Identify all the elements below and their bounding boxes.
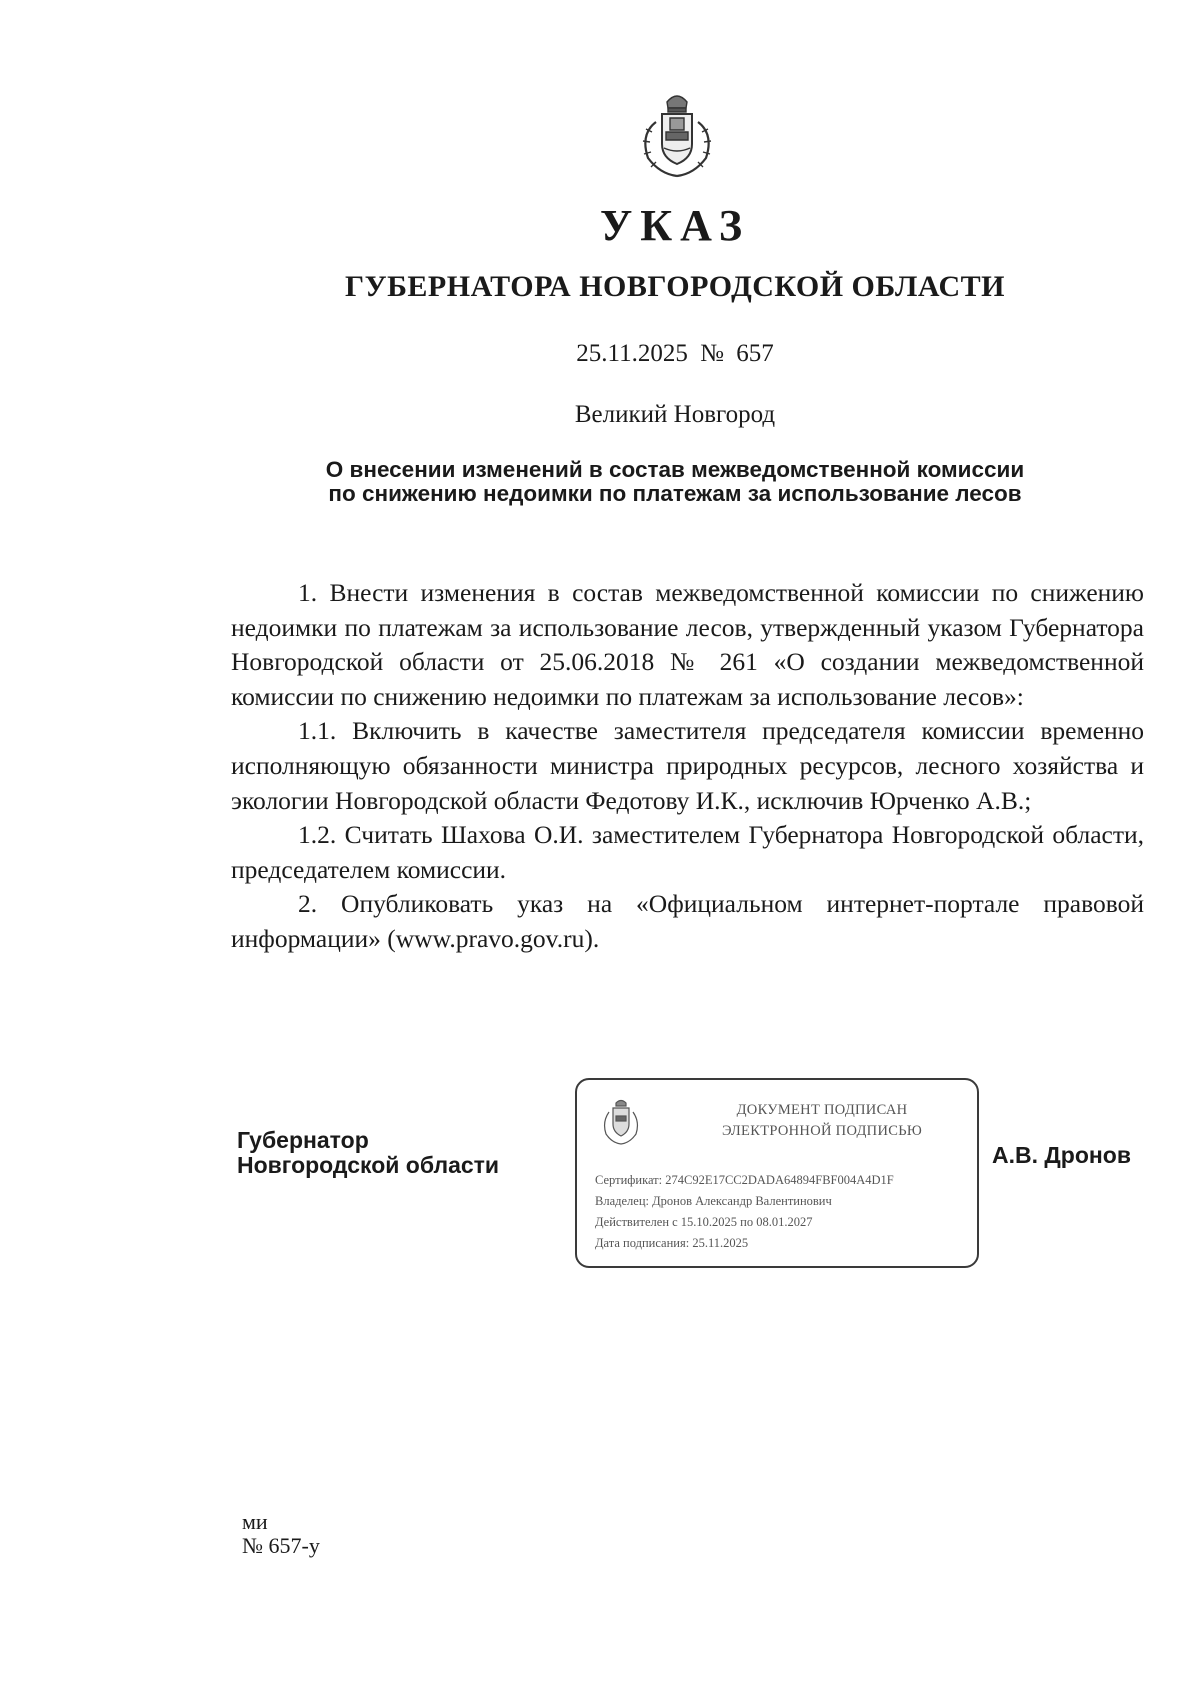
coat-of-arms-icon (626, 92, 728, 182)
paragraph-1-2: 1.2. Считать Шахова О.И. заместителем Губернатора Новгородской области, председателем комиссии. (231, 820, 1144, 884)
document-title: УКАЗ (599, 201, 751, 250)
position-line-2: Новгородской области (237, 1152, 500, 1178)
stamp-heading-line-2: ЭЛЕКТРОННОЙ ПОДПИСЬЮ (721, 1123, 923, 1139)
paragraph-1-1: 1.1. Включить в качестве заместителя председателя комиссии временно исполняющую обязанности министра природных ресурсов, лесного хозяйства и экологии Новгородской области Федотову И.К., исключив Юрченко А.В.; (231, 716, 1144, 815)
signatory-name: А.В. Дронов (992, 1142, 1131, 1168)
stamp-owner: Владелец: Дронов Александр Валентинович (595, 1194, 832, 1208)
stamp-certificate: Сертификат: 274C92E17CC2DADA64894FBF004A4D1F (595, 1173, 894, 1187)
electronic-signature-stamp (575, 1078, 979, 1268)
decree-number: 657 (736, 340, 774, 367)
decree-body (231, 576, 1144, 957)
footer-reg-number: № 657-у (242, 1533, 320, 1558)
paragraph-2: 2. Опубликовать указ на «Официальном интернет-портале правовой информации» (www.pravo.gov.ru). (231, 889, 1144, 953)
footer-registration (242, 1510, 320, 1558)
decree-date: 25.11.2025 (576, 340, 688, 367)
footer-initials: ми (242, 1509, 268, 1534)
date-number-line (0, 340, 1200, 368)
signatory-position (237, 1128, 499, 1178)
document-subtitle: ГУБЕРНАТОРА НОВГОРОДСКОЙ ОБЛАСТИ (344, 270, 1006, 303)
stamp-heading-line-1: ДОКУМЕНТ ПОДПИСАН (736, 1102, 908, 1118)
subject-line-1: О внесении изменений в состав межведомственной комиссии (325, 457, 1025, 482)
stamp-signed-date: Дата подписания: 25.11.2025 (595, 1236, 749, 1250)
stamp-details (595, 1170, 894, 1254)
paragraph-1: 1. Внести изменения в состав межведомственной комиссии по снижению недоимки по платежам за использование лесов, утвержденный указом Губернатора Новгородской области от 25.06.2018 № 261 «О создании межведомственной комиссии по снижению недоимки по платежам за использование лесов»: (231, 578, 1144, 711)
stamp-emblem-icon (599, 1098, 643, 1146)
stamp-heading (677, 1100, 967, 1142)
city: Великий Новгород (574, 401, 776, 428)
stamp-validity: Действителен с 15.10.2025 по 08.01.2027 (595, 1215, 813, 1229)
decree-subject (0, 458, 1200, 506)
position-line-1: Губернатор (237, 1127, 369, 1153)
number-label: № (700, 340, 724, 367)
subject-line-2: по снижению недоимки по платежам за использование лесов (328, 481, 1022, 506)
